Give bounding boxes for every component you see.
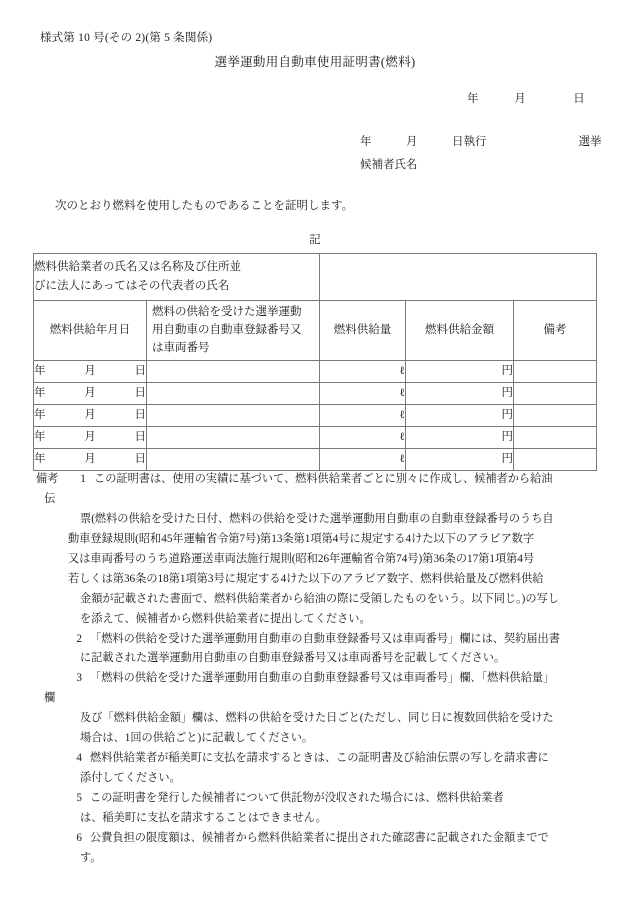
cell-amount[interactable]: 円: [406, 405, 514, 427]
certification-statement: 次のとおり燃料を使用したものであることを証明します。: [55, 200, 354, 212]
cell-amount[interactable]: 円: [406, 449, 514, 471]
cell-note[interactable]: [514, 427, 597, 449]
note-text: この証明書を発行した候補者について供託物が没収された場合には、燃料供給業者: [90, 792, 504, 804]
note-text: 「燃料の供給を受けた選挙運動用自動車の自動車登録番号又は車両番号」欄には、契約届出書: [90, 632, 560, 645]
note-text: は、稲美町に支払を請求することはできません。: [80, 811, 327, 824]
note-text: 公費負担の限度額は、候補者から燃料供給業者に提出された確認書に記載された金額までで: [90, 831, 549, 844]
cell-date[interactable]: [34, 405, 147, 427]
note-text: 動車登録規則(昭和45年運輸省令第7号)第13条第1項第4号に規定する4けた以下のアラビア数字: [68, 532, 535, 545]
cell-amount[interactable]: 円: [406, 361, 514, 383]
election-execution-line: [360, 134, 602, 151]
date-month-label: 月: [84, 387, 96, 400]
cell-vehicle[interactable]: [147, 449, 320, 471]
date-year-label: 年: [34, 409, 46, 422]
column-header-row: [34, 301, 597, 361]
date-month-label: 月: [84, 431, 96, 444]
date-month-label: 月: [84, 365, 96, 378]
note-number: 6: [76, 831, 82, 844]
table-row: [34, 427, 597, 449]
note-item-6: [36, 829, 616, 869]
date-year-label: 年: [34, 365, 46, 378]
table-row: [34, 361, 597, 383]
notes-section: [36, 470, 616, 869]
note-item-1: [36, 470, 616, 630]
note-text: 場合は、1回の供給ごと)に記載してください。: [80, 732, 314, 745]
cell-volume[interactable]: ℓ: [320, 427, 406, 449]
cell-volume[interactable]: ℓ: [320, 405, 406, 427]
cell-vehicle[interactable]: [147, 427, 320, 449]
note-number: 3: [76, 672, 82, 685]
cell-date[interactable]: [34, 427, 147, 449]
cell-note[interactable]: [514, 361, 597, 383]
column-header-vehicle: [147, 301, 320, 361]
date-day-label: 日: [134, 387, 146, 400]
note-text: 及び「燃料供給金額」欄は、燃料の供給を受けた日ごと(ただし、同じ日に複数回供給を受けた: [80, 712, 554, 725]
note-text: 金額が記載された書面で、燃料供給業者から給油の際に受領したものをいう。以下同じ。)の写し: [80, 592, 559, 605]
supplier-label-line-1: 燃料供給業者の氏名又は名称及び住所並: [34, 261, 241, 274]
note-text: 「燃料の供給を受けた選挙運動用自動車の自動車登録番号又は車両番号」欄、「燃料供給量」: [90, 672, 555, 685]
note-text: 添付してください。: [80, 772, 181, 785]
note-text: に記載された選挙運動用自動車の自動車登録番号又は車両番号を記載してください。: [80, 652, 506, 665]
table-row: [34, 449, 597, 471]
column-header-note: 備考: [514, 301, 597, 361]
cell-date[interactable]: [34, 449, 147, 471]
column-header-vehicle-line-2: 用自動車の自動車登録番号又: [152, 323, 302, 336]
election-suffix: 選挙: [578, 136, 602, 148]
note-text: この証明書は、使用の実績に基づいて、燃料供給業者ごとに別々に作成し、候補者から給油: [94, 473, 553, 485]
cell-amount[interactable]: 円: [406, 383, 514, 405]
note-item-3: [36, 669, 616, 749]
cell-volume[interactable]: ℓ: [320, 361, 406, 383]
date-month-label: 月: [84, 453, 96, 466]
table-row: [34, 383, 597, 405]
note-text: 伝: [44, 492, 56, 505]
cell-note[interactable]: [514, 405, 597, 427]
column-header-vehicle-line-3: は車両番号: [152, 341, 210, 354]
supplier-row: [34, 254, 597, 301]
column-header-volume: 燃料供給量: [320, 301, 406, 361]
candidate-name-label: 候補者氏名: [360, 159, 418, 171]
note-text: 票(燃料の供給を受けた日付、燃料の供給を受けた選挙運動用自動車の自動車登録番号のうち自: [80, 512, 554, 525]
note-text: 若しくは第36条の18第1項第3号に規定する4けた以下のアラビア数字、燃料供給量及び燃料供給: [68, 572, 544, 585]
cell-vehicle[interactable]: [147, 361, 320, 383]
note-item-4: [36, 749, 616, 789]
cell-vehicle[interactable]: [147, 383, 320, 405]
note-number: 2: [76, 632, 82, 645]
note-number: 1: [80, 473, 86, 485]
date-year-label: 年: [34, 431, 46, 444]
notes-label: 備考: [36, 473, 59, 485]
election-date-prefix: 年 月 日執行: [360, 136, 487, 148]
date-day-label: 日: [134, 365, 146, 378]
cell-date[interactable]: [34, 383, 147, 405]
cell-date[interactable]: [34, 361, 147, 383]
column-header-vehicle-line-1: 燃料の供給を受けた選挙運動: [152, 306, 302, 318]
note-text: 欄: [44, 692, 56, 705]
date-year-label: 年: [34, 453, 46, 466]
issue-date-line: 年 月 日: [467, 93, 585, 105]
note-text: す。: [80, 851, 102, 864]
cell-volume[interactable]: ℓ: [320, 383, 406, 405]
note-number: 5: [76, 792, 82, 804]
supplier-value-cell[interactable]: [320, 254, 597, 301]
date-year-label: 年: [34, 387, 46, 400]
ki-mark: 記: [309, 234, 321, 246]
cell-vehicle[interactable]: [147, 405, 320, 427]
note-number: 4: [76, 752, 82, 765]
table-row: [34, 405, 597, 427]
date-day-label: 日: [134, 409, 146, 422]
page-title: 選挙運動用自動車使用証明書(燃料): [214, 55, 416, 69]
cell-note[interactable]: [514, 449, 597, 471]
note-item-5: [36, 789, 616, 829]
note-text: 燃料供給業者が稲美町に支払を請求するときは、この証明書及び給油伝票の写しを請求書に: [90, 752, 549, 765]
supplier-label-cell: [34, 254, 320, 301]
cell-note[interactable]: [514, 383, 597, 405]
note-text: を添えて、候補者から燃料供給業者に提出してください。: [80, 612, 371, 625]
date-day-label: 日: [134, 453, 146, 466]
note-item-2: [36, 630, 616, 670]
column-header-amount: 燃料供給金額: [406, 301, 514, 361]
column-header-date: 燃料供給年月日: [34, 301, 147, 361]
supplier-label-line-2: びに法人にあってはその代表者の氏名: [34, 280, 230, 292]
date-day-label: 日: [134, 431, 146, 444]
date-month-label: 月: [84, 409, 96, 422]
cell-amount[interactable]: 円: [406, 427, 514, 449]
fuel-supply-table: [33, 253, 597, 471]
cell-volume[interactable]: ℓ: [320, 449, 406, 471]
form-number: 様式第 10 号(その 2)(第 5 条関係): [40, 32, 213, 44]
note-text: 又は車両番号のうち道路運送車両法施行規則(昭和26年運輸省令第74号)第36条の17第1項第4号: [68, 552, 535, 565]
